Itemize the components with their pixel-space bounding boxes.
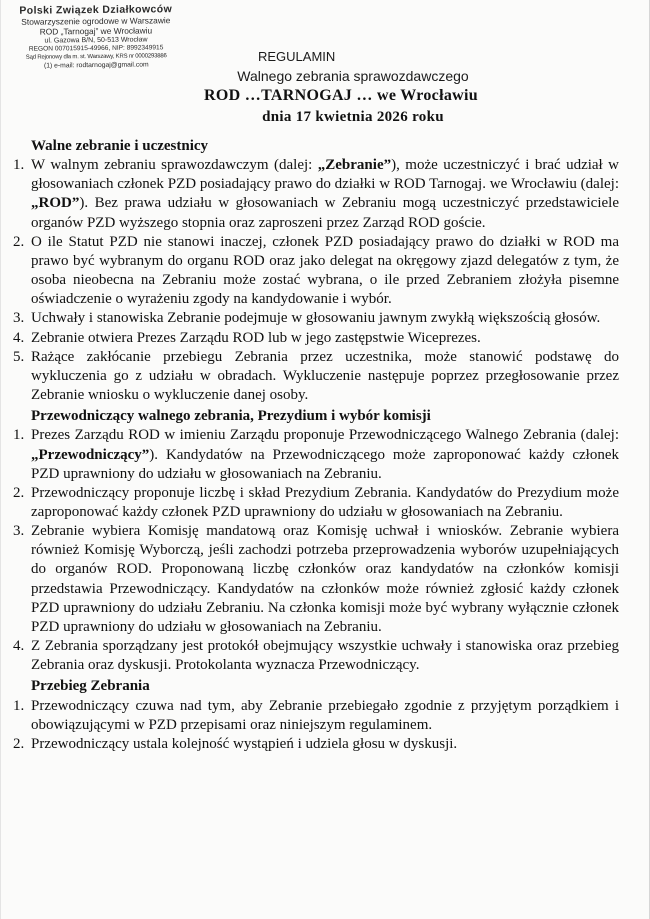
document-date: dnia 17 kwietnia 2026 roku — [262, 109, 444, 125]
item-number: 1. — [13, 157, 25, 174]
item-number: 5. — [13, 348, 25, 365]
section-list — [13, 697, 619, 754]
item-number: 4. — [13, 329, 25, 346]
stamp-line: ROD „Tarnogaj” we Wrocławiu — [39, 25, 153, 37]
item-text: Zebranie wybiera Komisję mandatową oraz Komisję uchwał i wniosków. Zebranie wybiera również Komisję Wyborczą, jeśli zachodzi potrzeba przeprowadzenia wyborów uzupełniających do organów ROD. Proponowaną liczbę członków oraz kandydatów na członków komisji przedstawia Przewodniczący. Kandydatów na członków może również zgłosić każdy członek PZD uprawniony do udziału Zebraniu. Na członka komisji może być wybrany wyłącznie członek PZD uprawniony do udziału w głosowaniach na Zebraniu. — [31, 523, 619, 635]
item-text: Rażące zakłócanie przebiegu Zebrania przez uczestnika, może stanowić podstawę do wykluczenia go z udziału w obradach. Wykluczenie następuje poprzez przegłosowanie przez Zebranie wniosku o wykluczenie danej osoby. — [31, 348, 619, 404]
item-text: ). Bez prawa udziału w głosowaniach w Zebraniu mogą uczestniczyć przedstawiciele organów PZD wyższego stopnia oraz zaproszeni przez Zarząd ROD goście. — [31, 195, 619, 231]
list-item — [13, 697, 619, 735]
list-item — [13, 484, 619, 522]
item-text: Przewodniczący ustala kolejność wystąpień i udziela głosu w dyskusji. — [31, 735, 458, 752]
item-text: ). Kandydatów na Przewodniczącego może zaproponować każdy członek PZD uprawniony do udziału w głosowaniach na Zebraniu. — [31, 446, 619, 482]
list-item — [13, 329, 619, 348]
item-number: 2. — [13, 233, 25, 250]
document-title: ROD …TARNOGAJ … we Wrocławiu — [204, 87, 478, 104]
list-item — [13, 233, 619, 310]
item-text: Uchwały i stanowiska Zebranie podejmuje w głosowaniu jawnym zwykłą większością głosów. — [31, 310, 601, 327]
item-number: 1. — [13, 697, 25, 714]
item-text: Zebranie otwiera Prezes Zarządu ROD lub w jego zastępstwie Wiceprezes. — [31, 329, 481, 346]
item-number: 2. — [13, 735, 25, 752]
item-text: Z Zebrania sporządzany jest protokół obejmujący wszystkie uchwały i stanowiska oraz przebieg Zebrania oraz dyskusji. Protokolanta wyznacza Przewodniczący. — [31, 638, 619, 674]
section-title: Walne zebranie i uczestnicy — [31, 138, 209, 154]
stamp-line: (1) e-mail: rodtarnogaj@gmail.com — [43, 61, 149, 70]
list-item — [13, 348, 619, 405]
item-number: 4. — [13, 638, 25, 655]
list-item — [13, 426, 619, 483]
section-title: Przewodniczący walnego zebrania, Prezydium i wybór komisji — [31, 408, 431, 425]
defined-term: „Zebranie” — [317, 157, 392, 174]
list-item — [13, 522, 619, 637]
stamp-line: REGON 007015915-49966, NIP: 8992349915 — [28, 44, 164, 53]
item-number: 3. — [13, 523, 25, 540]
section-list — [13, 156, 619, 405]
stamp-line: Stowarzyszenie ogrodowe w Warszawie — [21, 15, 171, 27]
item-text: ), może uczestniczyć i brać udział w głosowaniach członek PZD posiadający prawo do działki w ROD Tarnogaj. we Wrocławiu (dalej: — [31, 157, 619, 193]
list-item — [13, 637, 619, 675]
item-number: 3. — [13, 310, 25, 327]
item-text: W walnym zebraniu sprawozdawczym (dalej: — [31, 157, 318, 174]
defined-term: „ROD” — [31, 195, 80, 212]
stamp-org-name: Polski Związek Działkowców — [19, 3, 173, 17]
section-title: Przebieg Zebrania — [31, 678, 150, 695]
document-subtitle: Walnego zebrania sprawozdawczego — [237, 68, 469, 84]
list-item — [13, 156, 619, 233]
document-body — [13, 137, 619, 754]
organization-stamp — [1, 3, 192, 71]
stamp-line: ul. Gazowa B/N, 50-513 Wrocław — [44, 36, 148, 45]
item-text: O ile Statut PZD nie stanowi inaczej, członek PZD posiadający prawo do działki w ROD ma prawo być wybranym do organu ROD oraz jako delegat na okręgowy zjazd delegatów z tym, że osoba nieobecna na Zebraniu może zostać wybrana, o ile przed Zebraniem złożyła pisemne oświadczenie o wyrażeniu zgody na kandydowanie i wybór. — [31, 233, 619, 308]
document-type-label: REGULAMIN — [258, 49, 336, 64]
item-text: Przewodniczący czuwa nad tym, aby Zebranie przebiegało zgodnie z przyjętym porządkiem i obowiązującymi w PZD przepisami oraz niniejszym regulaminem. — [31, 697, 619, 733]
item-number: 1. — [13, 427, 25, 444]
defined-term: „Przewodniczący” — [31, 446, 150, 463]
section-list — [13, 426, 619, 675]
item-number: 2. — [13, 484, 25, 501]
stamp-line: Sąd Rejonowy dla m. st. Warszawy, KRS nr 0000293886 — [25, 53, 167, 61]
list-item — [13, 309, 619, 328]
item-text: Prezes Zarządu ROD w imieniu Zarządu proponuje Przewodniczącego Walnego Zebrania (dalej: — [31, 427, 619, 444]
item-text: Przewodniczący proponuje liczbę i skład Prezydium Zebrania. Kandydatów do Prezydium może zaproponować każdy członek PZD uprawniony do udziału w głosowaniach na Zebraniu. — [31, 484, 619, 520]
list-item — [13, 735, 619, 754]
